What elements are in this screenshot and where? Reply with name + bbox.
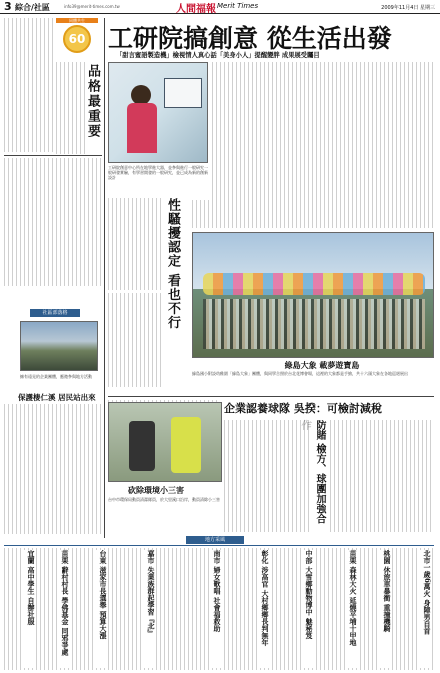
issue-date: 2009年11月4日 星期三 [381,5,435,11]
section-name: 綜合/社區 [15,3,50,12]
community-box-label: 社區部落格 [30,309,80,317]
main-headline: 工研院搞創意 從生活出發 [108,24,392,53]
elephant-photo [192,232,434,358]
enterprise-headline: 企業認養球隊 吳揆：可檢討減稅 [224,402,382,415]
newspaper-logo-en: Merit Times [217,2,259,10]
main-photo-caption: 工研院創意中心所在地學進大器，並參與進行一般研究一般研發實驗，有學習開發的一般研究，並已成為新的創新設計 [108,165,208,180]
bottom-headline-7: 嘉市 失業族群起學習『北』 [144,550,156,668]
bottom-headline-8: 台東 滋家市長選舉 預算大漲 [96,550,108,668]
harassment-headline: 性騷擾認定 看也不行 [165,198,180,330]
bottom-headline-5: 彰化 涉高官 大村鄉鄉長判無年 [258,550,270,668]
header-url: info39@merit-times.com.tw [64,4,120,9]
bottom-headline-1: 北市一歲6萬火 身障男自首 [420,550,432,668]
bottom-headline-4: 中部 大雪鄉動物博中 魅秘笈 [302,550,314,668]
community-photo-caption: 擁有遠見的企業團體，應邀參與地方活動 [20,374,92,379]
bottom-headline-6: 南市 婦女歌唱 社會福救助 [210,550,222,668]
badge-box [56,18,98,58]
left-column-text-3 [4,158,101,286]
harassment-text-2 [108,293,162,387]
harassment-text [108,198,162,290]
community-text [4,404,102,534]
badge-number: 60 [63,25,91,53]
bottom-news-area [4,548,434,670]
community-headline: 保護棲仁溪 居民站出來 [18,393,96,402]
enterprise-text [224,420,311,532]
main-subhead: 「甜言蜜語製造機」檢視情人真心話「美身小人」提醒變胖 成果展受矚目 [116,52,320,59]
page-header [0,0,440,14]
bottom-headline-2: 桃園 休旅車暴衝 重撞機騎 [380,550,392,668]
elephant-photo-title: 綠島大象 載夢遊寶島 [284,360,360,370]
cleanup-photo [108,402,222,482]
cleanup-photo-title: 砍除環境小三害 [128,485,184,495]
divider [4,155,102,156]
side-headline: 品格最重要 [85,64,100,139]
community-photo [20,321,98,371]
bottom-headline-10: 宜蘭 高中學生 自辦社服 [24,550,36,668]
page-number: 3 [4,0,12,13]
elephant-photo-caption: 綠島國小附設幼稚園「綠島大象」團體，與同學合照於台北花博會場，這裡的大象都是手繪，共十六頭大象在各地巡迴展出 [192,371,408,376]
main-photo [108,62,208,163]
enterprise-text-2 [330,420,434,532]
local-news-rule [4,545,434,546]
main-article-text [212,62,434,200]
left-column-text [4,18,54,152]
divider-2 [108,396,434,397]
bottom-headline-3: 苗栗 森林大火 延燒平埔十甲地 [346,550,358,668]
local-news-label: 地方采風 [186,536,244,544]
bottom-headline-9: 苗栗 辭村村長 學佛基金 同邪爭處 [58,550,70,668]
enterprise-subhead: 防賭 檢方、球團加強合 [314,420,325,524]
badge-label: 同體共生 [56,18,98,23]
elephant-side-text [192,200,434,228]
newspaper-logo: 人間福報 [176,4,216,15]
cleanup-photo-caption: 台中市環保局動員清潔隊員，於大里溪口沿岸，動員清除小三害 [108,497,220,502]
column-rule [104,18,105,538]
left-column-text-2 [56,62,86,154]
